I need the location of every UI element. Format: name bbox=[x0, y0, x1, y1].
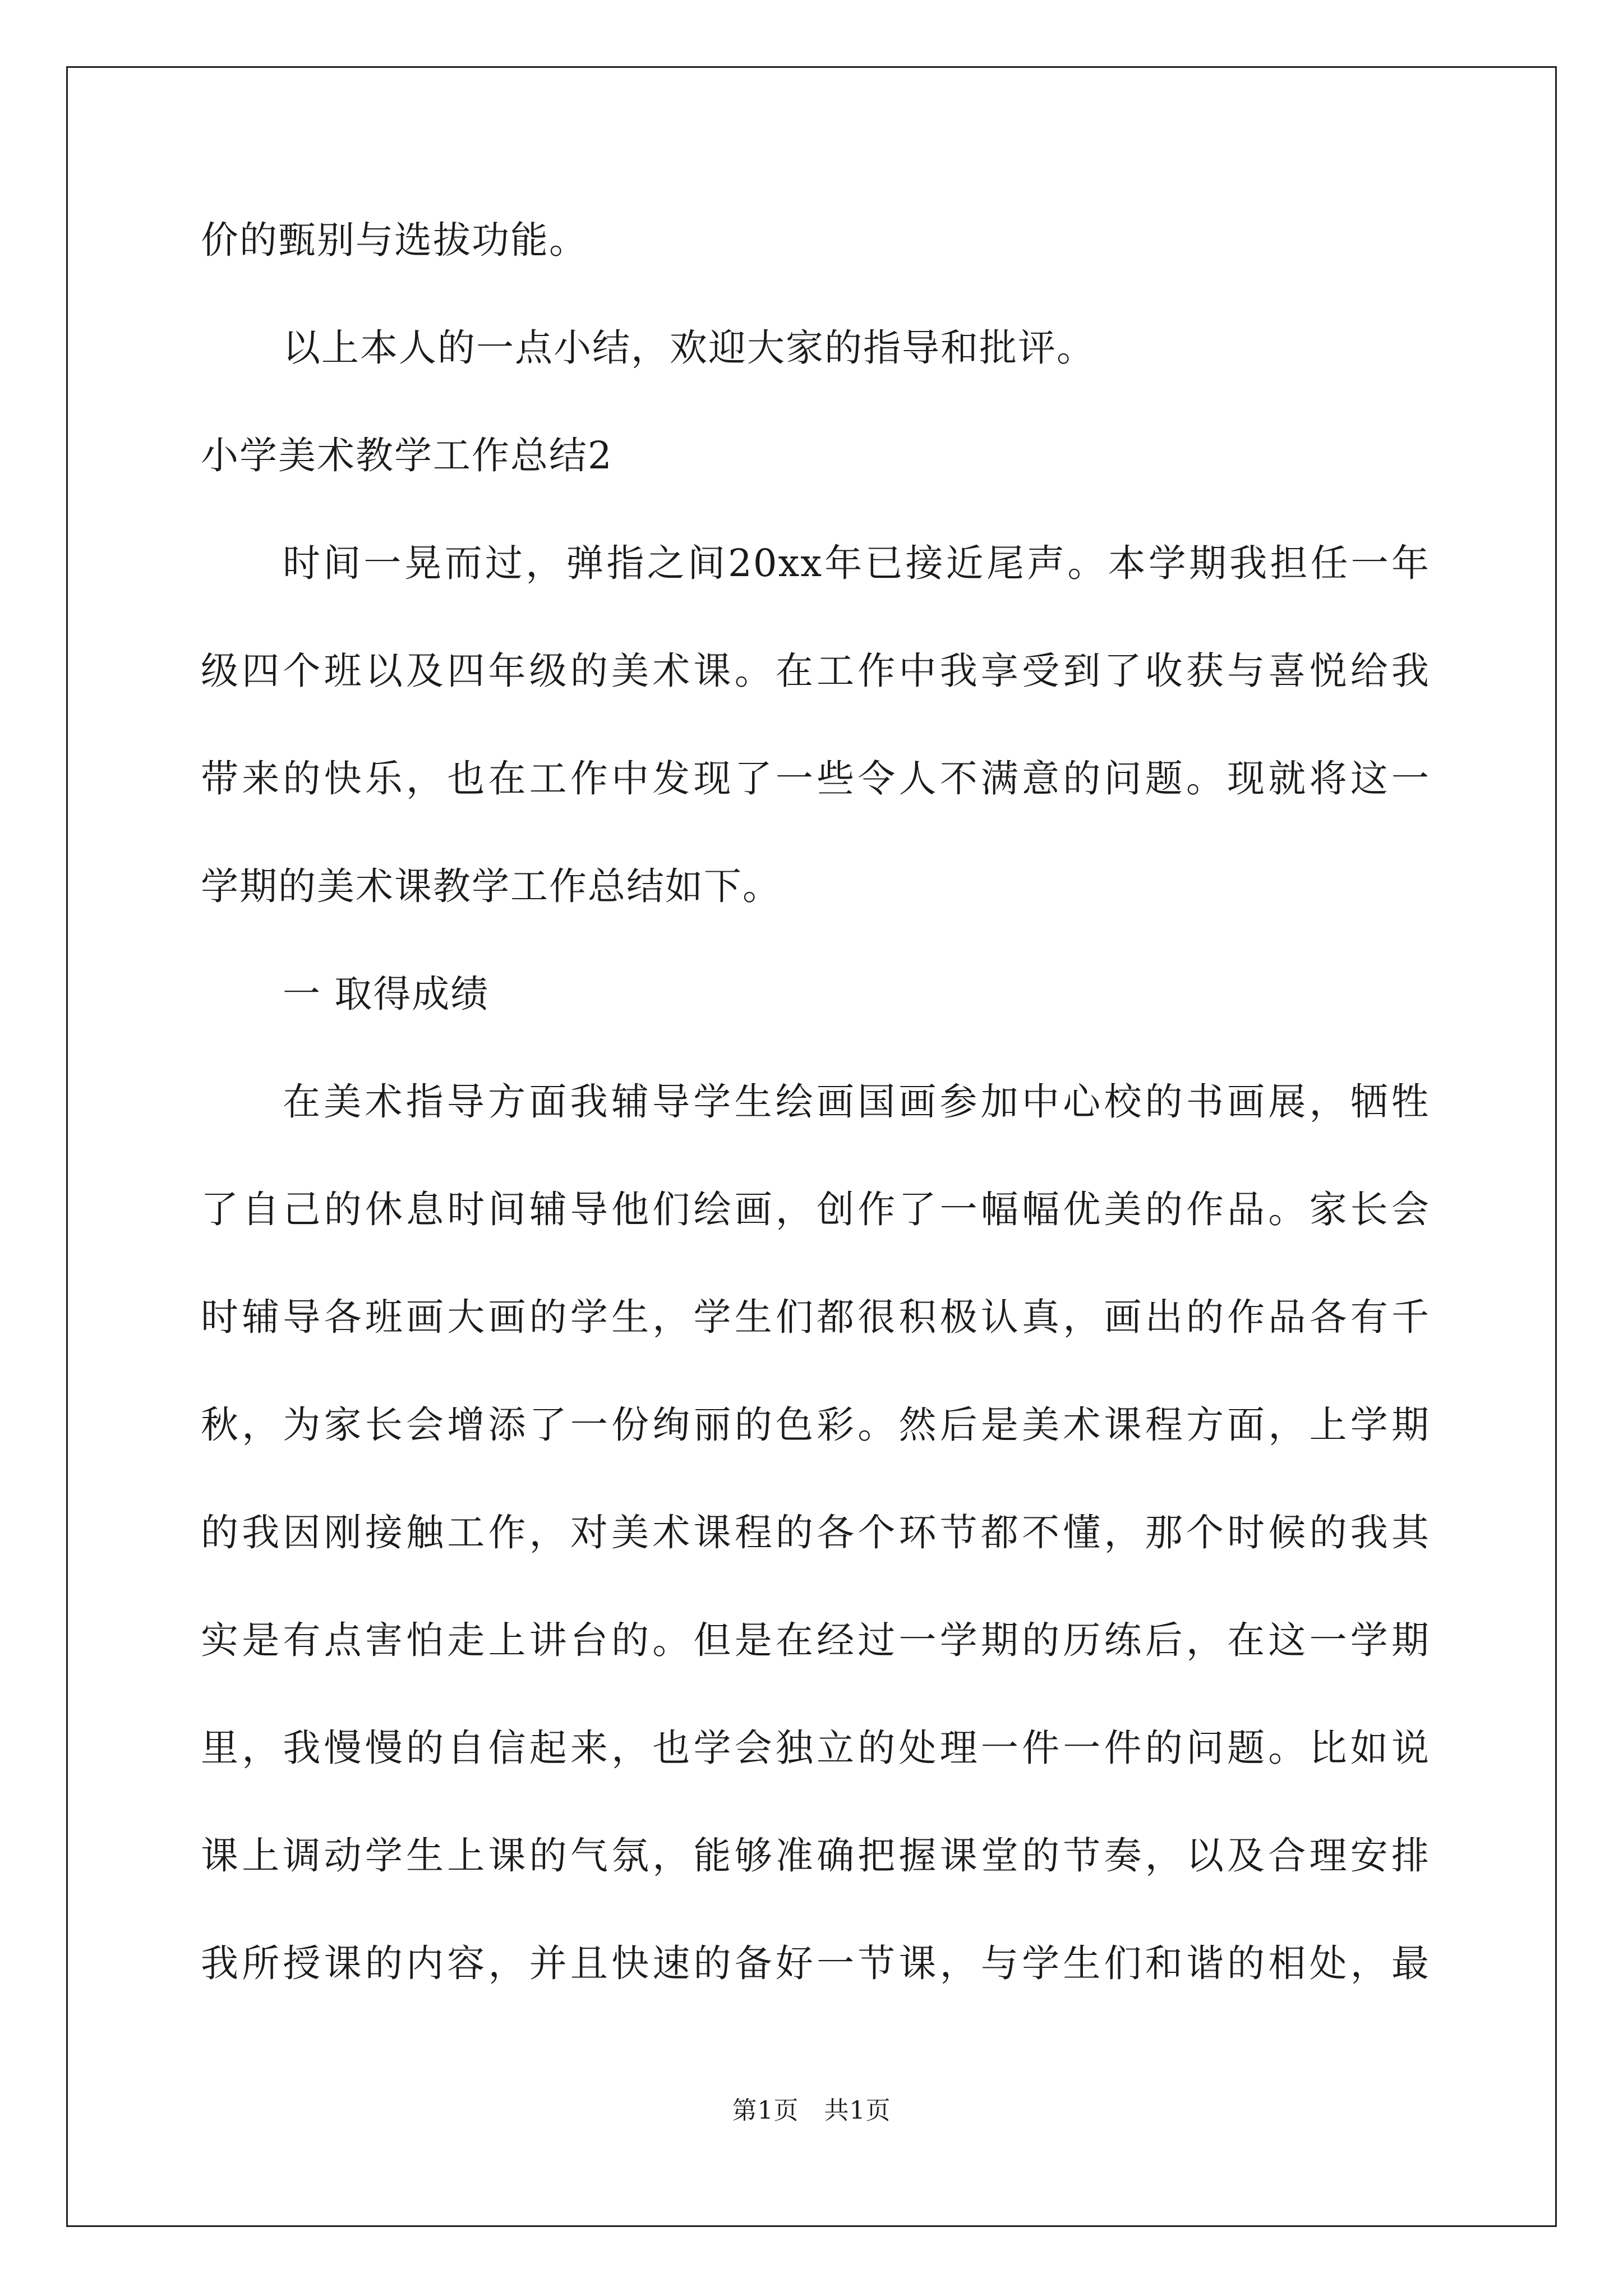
text-line: 了自己的休息时间辅导他们绘画，创作了一幅幅优美的作品。家长会 bbox=[201, 1188, 1430, 1231]
text-line: 以上本人的一点小结，欢迎大家的指导和批评。 bbox=[283, 326, 1095, 370]
text-line: 价的甄别与选拔功能。 bbox=[201, 218, 588, 262]
text-line: 的我因刚接触工作，对美术课程的各个环节都不懂，那个时候的我其 bbox=[201, 1511, 1430, 1554]
text-line: 时辅导各班画大画的学生，学生们都很积极认真，画出的作品各有千 bbox=[201, 1295, 1430, 1339]
text-line: 带来的快乐，也在工作中发现了一些令人不满意的问题。现就将这一 bbox=[201, 757, 1430, 800]
text-line: 秋，为家长会增添了一份绚丽的色彩。然后是美术课程方面，上学期 bbox=[201, 1403, 1430, 1447]
subsection-heading: 一 取得成绩 bbox=[283, 972, 490, 1016]
section-heading: 小学美术教学工作总结2 bbox=[201, 434, 613, 477]
page-footer: 第1页 共1页 bbox=[732, 2096, 891, 2125]
text-line: 我所授课的内容，并且快速的备好一节课，与学生们和谐的相处，最 bbox=[201, 1941, 1430, 1985]
text-line: 级四个班以及四年级的美术课。在工作中我享受到了收获与喜悦给我 bbox=[201, 649, 1430, 693]
text-line: 课上调动学生上课的气氛，能够准确把握课堂的节奏，以及合理安排 bbox=[201, 1834, 1430, 1878]
text-line: 时间一晃而过，弹指之间20xx年已接近尾声。本学期我担任一年 bbox=[283, 541, 1430, 585]
text-line: 里，我慢慢的自信起来，也学会独立的处理一件一件的问题。比如说 bbox=[201, 1726, 1430, 1770]
document-body bbox=[201, 213, 1430, 2044]
text-line: 在美术指导方面我辅导学生绘画国画参加中心校的书画展，牺牲 bbox=[283, 1080, 1430, 1124]
text-line: 学期的美术课教学工作总结如下。 bbox=[201, 864, 781, 908]
text-line: 实是有点害怕走上讲台的。但是在经过一学期的历练后，在这一学期 bbox=[201, 1618, 1430, 1662]
